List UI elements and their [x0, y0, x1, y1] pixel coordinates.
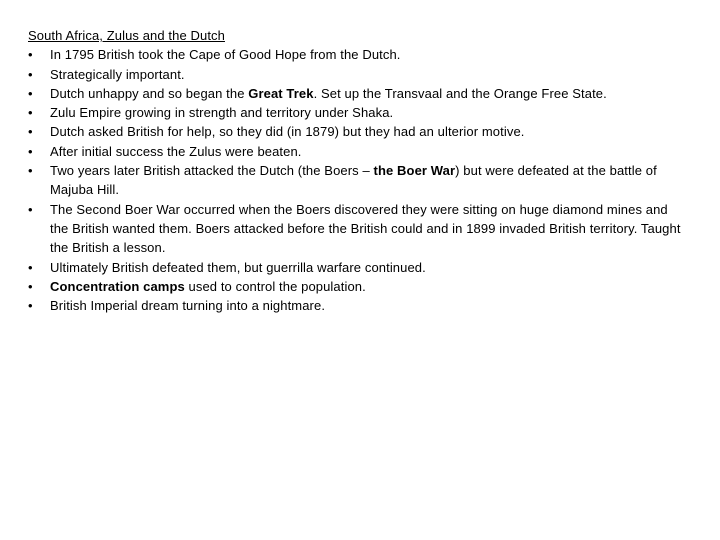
bullet-marker: • — [28, 278, 33, 294]
bullet-item — [28, 200, 688, 258]
text-run: After initial success the Zulus were beaten. — [50, 143, 302, 159]
text-run: Strategically important. — [50, 66, 185, 82]
text-run: Ultimately British defeated them, but guerrilla warfare continued. — [50, 259, 426, 275]
bullet-text — [50, 124, 524, 139]
bullet-text — [50, 202, 681, 256]
text-run: used to control the population. — [184, 278, 366, 294]
bullet-marker: • — [28, 201, 33, 217]
bullet-item — [28, 277, 688, 296]
bullet-marker: • — [28, 298, 33, 314]
bullet-text — [50, 105, 393, 120]
bullet-marker: • — [28, 66, 33, 82]
bullet-item — [28, 45, 688, 64]
bullet-marker: • — [28, 105, 33, 121]
bullet-text — [50, 67, 185, 82]
bullet-marker: • — [28, 143, 33, 159]
bold-term: the Boer War — [373, 163, 456, 179]
bullet-text — [50, 144, 302, 159]
text-run: . Set up the Transvaal and the Orange Free State. — [313, 85, 607, 101]
slide-title: South Africa, Zulus and the Dutch — [28, 28, 225, 43]
bullet-text — [50, 279, 366, 294]
bullet-item — [28, 296, 688, 315]
bold-term: Concentration camps — [50, 278, 185, 294]
text-run: Zulu Empire growing in strength and territory under Shaka. — [50, 105, 394, 121]
bullet-item — [28, 142, 688, 161]
bullet-item — [28, 103, 688, 122]
bullet-item — [28, 161, 688, 200]
bullet-marker: • — [28, 85, 33, 101]
bullet-text — [50, 163, 657, 197]
bullet-marker: • — [28, 124, 33, 140]
bullet-text — [50, 47, 401, 62]
bullet-marker: • — [28, 163, 33, 179]
text-run: Dutch asked British for help, so they did (in 1879) but they had an ulterior motive. — [50, 124, 525, 140]
bullet-item — [28, 65, 688, 84]
text-run: In 1795 British took the Cape of Good Hope from the Dutch. — [50, 47, 401, 63]
slide-content — [28, 26, 688, 315]
bullet-marker: • — [28, 47, 33, 63]
bullet-text — [50, 86, 607, 101]
text-run: Two years later British attacked the Dutch (the Boers – — [50, 163, 374, 179]
bullet-text — [50, 260, 426, 275]
bullet-text — [50, 298, 325, 313]
text-run: Dutch unhappy and so began the — [50, 85, 249, 101]
bullet-item — [28, 258, 688, 277]
text-run: British Imperial dream turning into a nightmare. — [50, 298, 326, 314]
bullet-item — [28, 122, 688, 141]
bold-term: Great Trek — [248, 85, 314, 101]
text-run: The Second Boer War occurred when the Boers discovered they were sitting on huge diamond mines and the British wanted them. Boers attacked before the British could and in 1899 invaded British territory. Taught the British a lesson. — [50, 201, 681, 256]
text-run: ) but were defeated at the battle of Majuba Hill. — [50, 163, 657, 198]
bullet-marker: • — [28, 259, 33, 275]
bullet-list — [28, 45, 688, 315]
bullet-item — [28, 84, 688, 103]
